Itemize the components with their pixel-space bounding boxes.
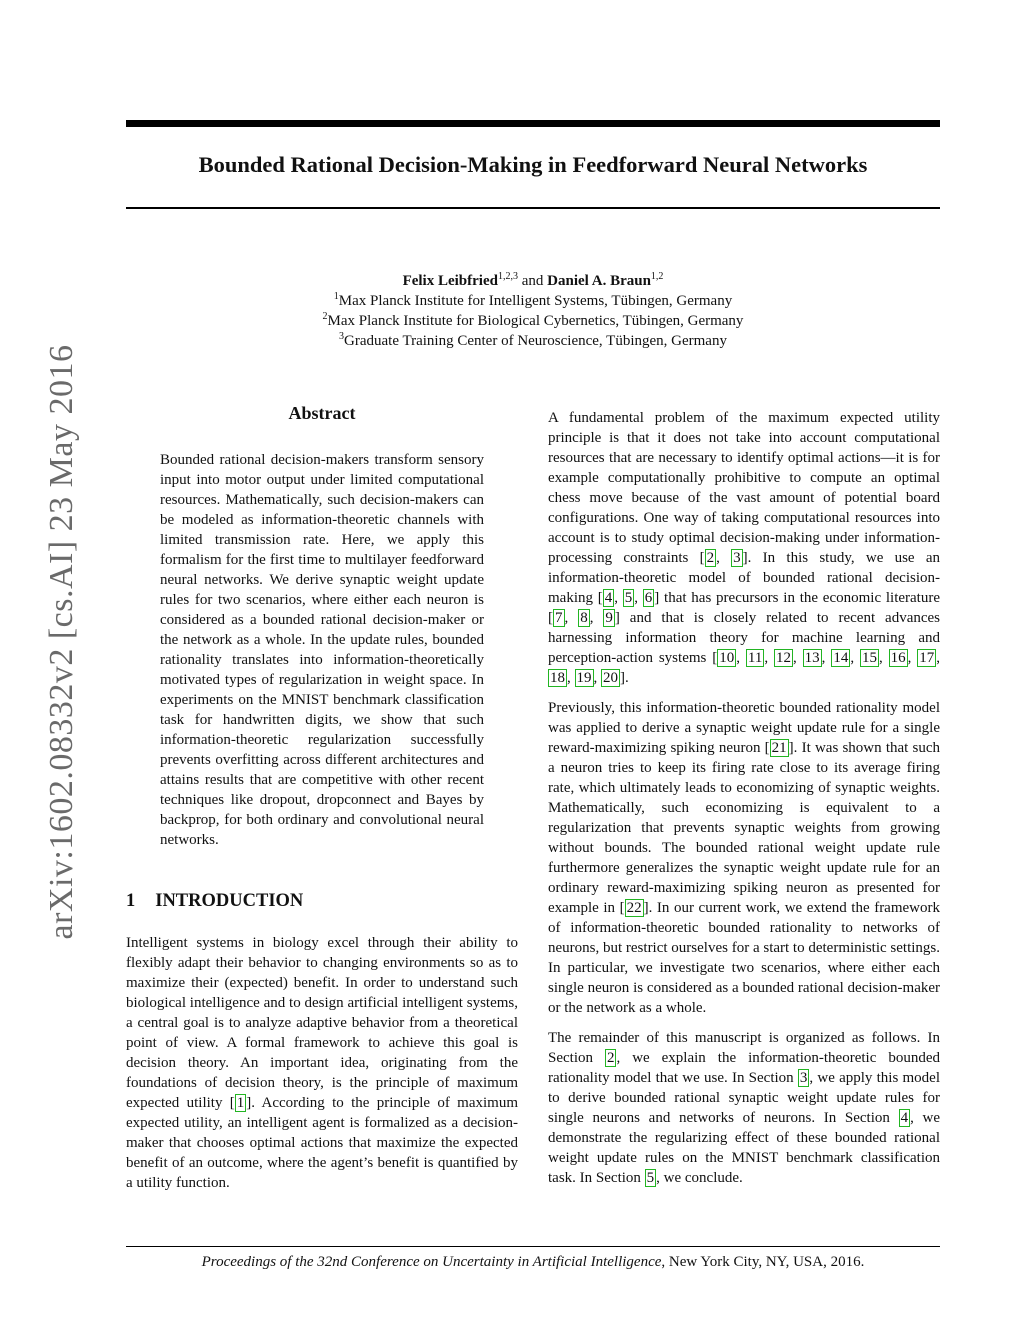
- intro-paragraph-4: The remainder of this manuscript is organized as follows. In Section 2 , we explain the information-theoretic bounded rationality model that we use. In Section 3 , we apply this model to derive bounded rational synaptic weight update rules for single neurons and networks of neurons. In Section 4 , we demonstrate the regularizing effect of these bounded rational weight update rules on the MNIST benchmark classification task. In Section 5 , we conclude.: [548, 1030, 940, 1186]
- citation-link[interactable]: 16: [890, 650, 906, 666]
- proceedings-footer: [126, 1254, 940, 1271]
- citation-link[interactable]: 2: [706, 550, 715, 566]
- intro-paragraph-1: Intelligent systems in biology excel through their ability to flexibly adapt their behavior to changing environments so as to maximize their (expected) benefit. In order to understand such biological intelligence and to design artificial intelligent systems, a central goal is to analyze adaptive behavior from a theoretical point of view. A formal framework to achieve this goal is decision theory. An important idea, originating from the foundations of decision theory, is the principle of maximum expected utility [ 1 ]. According to the principle of maximum expected utility, an intelligent agent is formalized as a decision-maker that chooses optimal actions that maximize the expected benefit of an outcome, where the agent’s benefit is quantified by a utility function.: [126, 935, 518, 1191]
- section-heading-introduction: [126, 891, 518, 912]
- top-rule: [126, 120, 940, 127]
- citation-link[interactable]: 5: [624, 590, 633, 606]
- author-1-affiliation: 1,2,3: [497, 271, 518, 282]
- citation-link[interactable]: 14: [833, 650, 849, 666]
- citation-link[interactable]: 8: [580, 610, 588, 626]
- author-and: and: [517, 273, 548, 289]
- author-1: Felix Leibfried: [402, 273, 498, 289]
- title-rule: [126, 207, 940, 209]
- footer-rule: [126, 1246, 940, 1247]
- author-line: [126, 271, 940, 291]
- left-column: [126, 403, 518, 1203]
- citation-link[interactable]: 17: [919, 650, 935, 666]
- citation-link[interactable]: 22: [626, 900, 642, 916]
- section-ref-link[interactable]: 4: [900, 1110, 909, 1126]
- citation-link[interactable]: 10: [719, 650, 735, 666]
- citation-link[interactable]: 1: [236, 1095, 245, 1111]
- author-2-affiliation: 1,2: [650, 271, 664, 282]
- section-ref-link[interactable]: 2: [606, 1050, 615, 1066]
- author-block: [126, 271, 940, 351]
- citation-link[interactable]: 7: [555, 610, 563, 626]
- intro-paragraph-3: Previously, this information-theoretic bounded rationality model was applied to derive a synaptic weight update rule for a single reward-maximizing spiking neuron [ 21 ]. It was shown that such a neuron tries to keep its firing rate close to its average firing rate, which ultimately leads to economizing of synaptic weights. Mathematically, such economizing is equivalent to a regularization that prevents synaptic weights from growing without bounds. The bounded rational weight update rule furthermore generalizes the synaptic weight update rule for an ordinary reward-maximizing spiking neuron as presented for example in [ 22 ]. In our current work, we extend the framework of information-theoretic bounded rationality to networks of neurons, but restrict ourselves for a start to deterministic settings. In particular, we investigate two scenarios, where either each single neuron is considered as a bounded rational decision-maker or the network as a whole.: [548, 700, 940, 1016]
- abstract-text: Bounded rational decision-makers transform sensory input into motor output under limited computational resources. Mathematically, such decision-makers can be modeled as information-theoretic channels with limited transmission rate. Here, we apply this formalism for the first time to multilayer feedforward neural networks. We derive synaptic weight update rules for two scenarios, where either each neuron is considered as a bounded rational decision-maker or the network as a whole. In the update rules, bounded rationality translates into information-theoretically motivated types of regularization in weight space. In experiments on the MNIST benchmark classification task for handwritten digits, we show that such information-theoretic regularization successfully prevents overfitting across different architectures and attains results that are competitive with other recent techniques like dropout, dropconnect and Bayes by backprop, for both ordinary and convolutional neural networks.: [160, 452, 484, 848]
- author-2: Daniel A. Braun: [547, 273, 651, 289]
- conference-name: Proceedings of the 32nd Conference on Uncertainty in Artificial Intelligence: [201, 1254, 662, 1270]
- arxiv-stamp: arXiv:1602.08332v2 [cs.AI] 23 May 2016: [43, 344, 80, 940]
- citation-link[interactable]: 18: [550, 670, 565, 686]
- right-column: [548, 408, 940, 1198]
- intro-paragraph-2: A fundamental problem of the maximum expected utility principle is that it does not take into account computational resources that are necessary to identify optimal actions—it is for example computationally prohibitive to compute an optimal chess move because of the vast amount of potential board configurations. One way of taking computational resources into account is to study optimal decision-making under information-processing constraints [ 2 , 3 ]. In this study, we use an information-theoretic model of bounded rational decision-making [ 4 , 5 , 6 ] that has precursors in the economic literature [ 7 , 8 , 9 ] and that is closely related to recent advances harnessing information theory for machine learning and perception-action systems [ 10 , 11 , 12 , 13 , 14 , 15 , 16 , 17 , 18 , 19 , 20 ].: [548, 410, 941, 686]
- section-ref-link[interactable]: 3: [799, 1070, 808, 1086]
- section-number: 1: [126, 891, 136, 911]
- citation-link[interactable]: 9: [605, 610, 613, 626]
- citation-link[interactable]: 13: [804, 650, 820, 666]
- citation-link[interactable]: 3: [733, 550, 741, 566]
- citation-link[interactable]: 12: [776, 650, 792, 666]
- citation-link[interactable]: 11: [747, 650, 763, 666]
- affiliation-2: $^2$Max Planck Institute for Biological Cybernetics, Tübingen, Germany: [322, 311, 744, 329]
- citation-link[interactable]: 4: [604, 590, 613, 606]
- section-ref-link[interactable]: 5: [646, 1170, 655, 1186]
- section-title: INTRODUCTION: [155, 891, 304, 911]
- paper-title: Bounded Rational Decision-Making in Feedforward Neural Networks: [198, 152, 868, 177]
- citation-link[interactable]: 21: [771, 740, 787, 756]
- affiliation-3: $^3$Graduate Training Center of Neuroscience, Tübingen, Germany: [339, 331, 727, 349]
- conference-location: , New York City, NY, USA, 2016.: [661, 1254, 865, 1270]
- citation-link[interactable]: 20: [603, 670, 618, 686]
- abstract-heading: Abstract: [288, 403, 356, 423]
- citation-link[interactable]: 15: [861, 650, 877, 666]
- citation-link[interactable]: 19: [576, 670, 592, 686]
- citation-link[interactable]: 6: [644, 590, 653, 606]
- affiliation-1: $^1$Max Planck Institute for Intelligent Systems, Tübingen, Germany: [333, 291, 733, 309]
